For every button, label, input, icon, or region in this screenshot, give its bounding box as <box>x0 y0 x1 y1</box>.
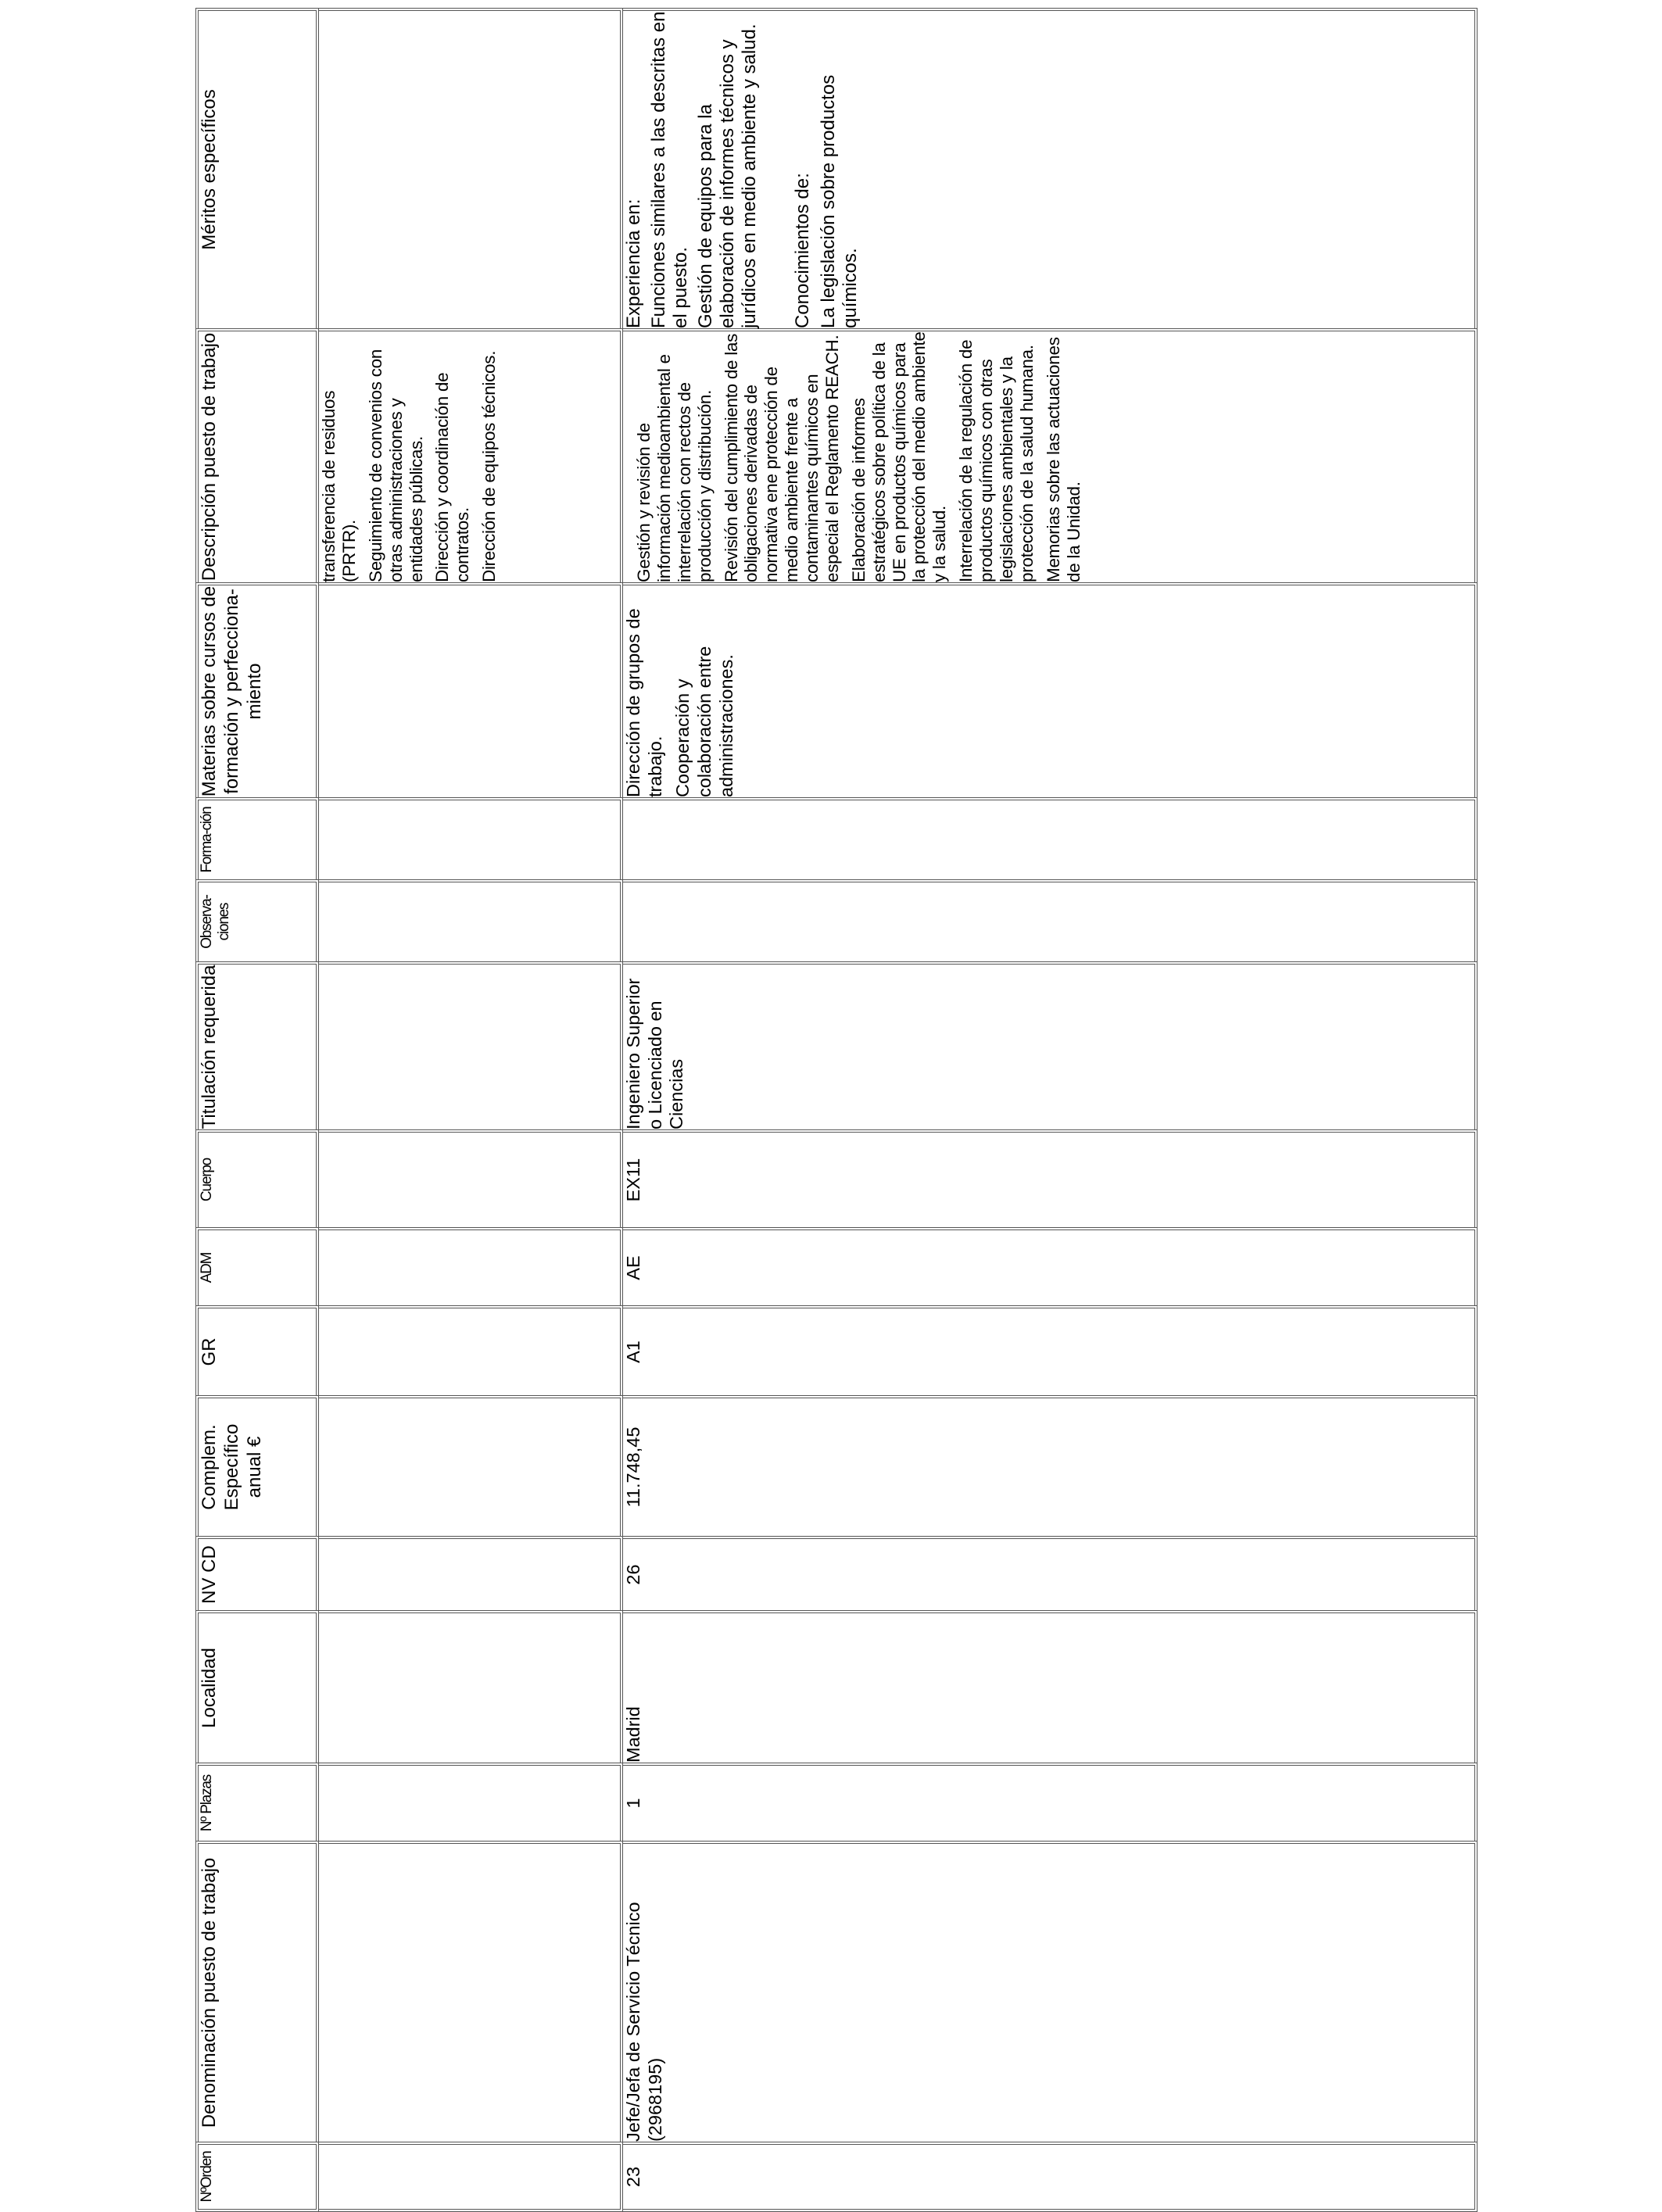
header-descripcion: Descripción puesto de trabajo <box>195 328 319 582</box>
header-localidad: Localidad <box>195 1610 319 1763</box>
header-denominacion: Denominación puesto de trabajo <box>195 1841 319 2142</box>
experiencia-item: Gestión de equipos para la elaboración de informes técnicos y jurídicos en medio ambiente y salud. <box>695 23 761 328</box>
cont-adm-cell <box>319 1227 623 1305</box>
rotated-table-page <box>195 8 1478 2212</box>
header-cuerpo: Cuerpo <box>195 1129 319 1227</box>
conocimientos-item: La legislación sobre productos químicos. <box>817 74 861 328</box>
complemento-cell: 11.748,45 <box>623 1395 1478 1536</box>
conocimientos-title: Conocimientos de: <box>792 173 814 328</box>
desc-item: Revisión del cumplimiento de las obligaciones derivadas de normativa ene protección de medio ambiente frente a contaminantes químicos en especial el Reglamento REACH. <box>721 333 842 582</box>
plazas-cell: 1 <box>623 1763 1478 1841</box>
cont-localidad-cell <box>319 1610 623 1763</box>
meritos-conocimientos <box>792 11 861 328</box>
header-observaciones: Observa-ciones <box>195 879 319 961</box>
cont-materias-cell <box>319 582 623 797</box>
cont-denominacion-cell <box>319 1841 623 2142</box>
cuerpo-cell: EX11 <box>623 1129 1478 1227</box>
job-posts-table <box>195 8 1478 2212</box>
cont-complemento-cell <box>319 1395 623 1536</box>
cont-titulacion-cell <box>319 961 623 1129</box>
desc-item: Memorias sobre las actuaciones de la Unidad. <box>1043 337 1084 582</box>
denominacion-cell: Jefe/Jefa de Servicio Técnico (2968195) <box>623 1841 1478 2142</box>
gr-cell: A1 <box>623 1305 1478 1395</box>
adm-cell: AE <box>623 1227 1478 1305</box>
meritos-experiencia <box>623 11 761 328</box>
cont-desc-item: Dirección y coordinación de contratos. <box>432 372 473 582</box>
localidad-cell: Madrid <box>623 1610 1478 1763</box>
desc-item: Interrelación de la regulación de productos químicos con otras legislaciones ambientales y la protección de la salud humana. <box>956 339 1037 582</box>
header-formacion: Forma-ción <box>195 797 319 879</box>
table-row <box>623 8 1478 2212</box>
observaciones-cell <box>623 879 1478 961</box>
cont-plazas-cell <box>319 1763 623 1841</box>
cont-meritos-cell <box>319 8 623 328</box>
cont-gr-cell <box>319 1305 623 1395</box>
cont-formacion-cell <box>319 797 623 879</box>
header-adm: ADM <box>195 1227 319 1305</box>
cont-desc-item: Dirección de equipos técnicos. <box>479 350 500 582</box>
meritos-cell <box>623 8 1478 328</box>
desc-item: Gestión y revisión de información medioambiental e interrelación con rectos de producción y distribución. <box>634 354 715 582</box>
header-row <box>195 8 319 2212</box>
formacion-cell <box>623 797 1478 879</box>
cont-desc-item: transferencia de residuos (PRTR). <box>319 390 359 582</box>
orden-cell: 23 <box>623 2142 1478 2212</box>
header-nv-cd: NV CD <box>195 1536 319 1610</box>
continuation-row <box>319 8 623 2212</box>
nv-cd-cell: 26 <box>623 1536 1478 1610</box>
titulacion-cell: Ingeniero Superior o Licenciado en Ciencias <box>623 961 1478 1129</box>
header-gr: GR <box>195 1305 319 1395</box>
header-meritos: Méritos específicos <box>195 8 319 328</box>
header-complemento: Complem. Específico anual € <box>195 1395 319 1536</box>
materia-item: Cooperación y colaboración entre administraciones. <box>672 646 736 797</box>
cont-orden-cell <box>319 2142 623 2212</box>
cont-observaciones-cell <box>319 879 623 961</box>
cont-cuerpo-cell <box>319 1129 623 1227</box>
header-plazas: Nº Plazas <box>195 1763 319 1841</box>
header-titulacion: Titulación requerida <box>195 961 319 1129</box>
desc-item: Elaboración de informes estratégicos sobre política de la UE en productos químicos para la protección del medio ambiente y la salud. <box>848 331 950 582</box>
header-orden: NºOrden <box>195 2142 319 2212</box>
materia-item: Dirección de grupos de trabajo. <box>623 608 665 797</box>
cont-nv-cell <box>319 1536 623 1610</box>
materias-cell <box>623 582 1478 797</box>
cont-desc-item: Seguimiento de convenios con otras administraciones y entidades públicas. <box>365 349 426 582</box>
experiencia-title: Experiencia en: <box>623 199 644 328</box>
experiencia-item: Funciones similares a las descritas en el puesto. <box>648 11 692 328</box>
header-materias: Materias sobre cursos de formación y perfecciona-miento <box>195 582 319 797</box>
descripcion-cell <box>623 328 1478 582</box>
cont-descripcion-cell <box>319 328 623 582</box>
